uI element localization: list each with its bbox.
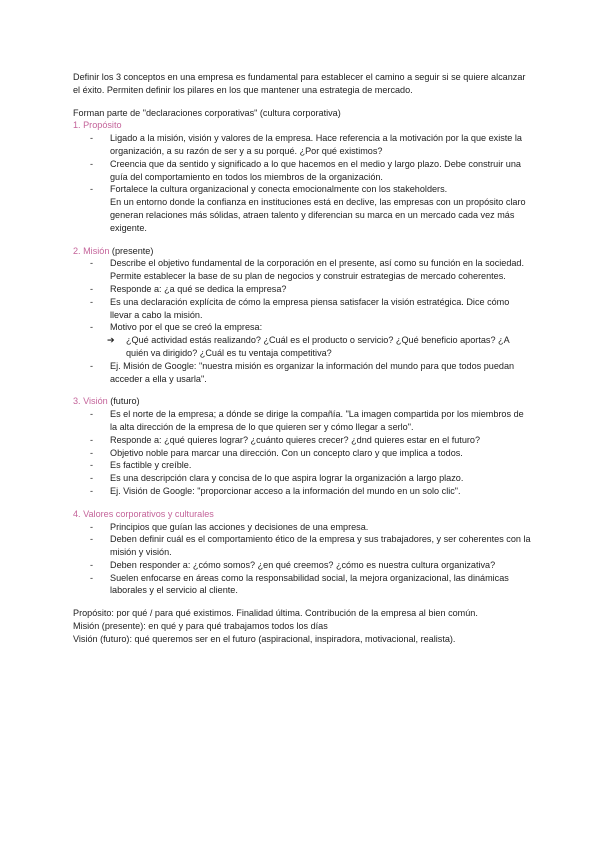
list-item: - Motivo por el que se creó la empresa: bbox=[73, 321, 533, 334]
list-item: - Deben definir cuál es el comportamiento ético de la empresa y sus trabajadores, y ser coherentes con la misión y visión. bbox=[73, 533, 533, 559]
list-item: - Fortalece la cultura organizacional y conecta emocionalmente con los stakeholders. En un entorno donde la confianza en instituciones está en declive, las empresas con un propósito claro generan relaciones más sólidas, atraen talento y diferencian su marca en un mercado cada vez más exigente. bbox=[73, 183, 533, 234]
list-item-continuation: En un entorno donde la confianza en instituciones está en declive, las empresas con un propósito claro generan relaciones más sólidas, atraen talento y diferencian su marca en un mercado cada vez más exigente. bbox=[110, 197, 526, 233]
bullet-list bbox=[73, 360, 533, 386]
summary-block bbox=[73, 607, 533, 645]
summary-line: Misión (presente): en qué y para qué trabajamos todos los días bbox=[73, 621, 328, 632]
list-item: - Principios que guían las acciones y decisiones de una empresa. bbox=[73, 521, 533, 534]
intro-paragraph: Definir los 3 conceptos en una empresa es fundamental para establecer el camino a seguir si se quiere alcanzar el éxito. Permiten definir los pilares en los que mantener una estrategia de mercado. bbox=[73, 72, 526, 95]
section-heading: 3. Visión (futuro) bbox=[73, 396, 140, 407]
arrow-right-icon: ➔ bbox=[107, 335, 115, 346]
list-item: - Ligado a la misión, visión y valores de la empresa. Hace referencia a la motivación por la que existe la organización, a su razón de ser y a su porqué. ¿Por qué existimos? bbox=[73, 132, 533, 158]
list-item: - Ej. Visión de Google: "proporcionar acceso a la información del mundo en un solo clic". bbox=[73, 485, 533, 498]
list-item: - Deben responder a: ¿cómo somos? ¿en qué creemos? ¿cómo es nuestra cultura organizativa? bbox=[73, 559, 533, 572]
bullet-list bbox=[73, 521, 533, 598]
list-item: - Responde a: ¿a qué se dedica la empresa? bbox=[73, 283, 533, 296]
list-item: - Ej. Misión de Google: "nuestra misión es organizar la información del mundo para que todos puedan acceder a ella y usarla". bbox=[73, 360, 533, 386]
section-heading: 4. Valores corporativos y culturales bbox=[73, 508, 214, 519]
section-heading: 2. Misión (presente) bbox=[73, 245, 154, 256]
sub-bullet-list bbox=[73, 334, 533, 360]
bullet-list bbox=[73, 132, 533, 234]
sub-list-item: ➔ ¿Qué actividad estás realizando? ¿Cuál es el producto o servicio? ¿Qué beneficio aportas? ¿A quién va dirigido? ¿Cuál es tu ventaja competitiva? bbox=[107, 335, 510, 358]
list-item: - Objetivo noble para marcar una dirección. Con un concepto claro y que implica a todos. bbox=[73, 447, 533, 460]
list-item: - Suelen enfocarse en áreas como la responsabilidad social, la mejora organizacional, las dinámicas laborales y el servicio al cliente. bbox=[73, 572, 533, 598]
list-item: - Responde a: ¿qué quieres lograr? ¿cuánto quieres crecer? ¿dnd quieres estar en el futuro? bbox=[73, 434, 533, 447]
intro-subtitle: Forman parte de "declaraciones corporativas" (cultura corporativa) bbox=[73, 107, 341, 118]
summary-line: Propósito: por qué / para qué existimos. Finalidad última. Contribución de la empresa al bien común. bbox=[73, 608, 478, 619]
list-item: - Creencia que da sentido y significado a lo que hacemos en el medio y largo plazo. Debe construir una guía del comportamiento en todos los miembros de la organización. bbox=[73, 158, 533, 184]
section-valores bbox=[73, 508, 533, 598]
list-item: - Es una descripción clara y concisa de lo que aspira lograr la organización a largo plazo. bbox=[73, 472, 533, 485]
list-item: - Describe el objetivo fundamental de la corporación en el presente, así como su función en la sociedad. Permite establecer la base de su plan de negocios y construir estrategias de mercado coherentes. bbox=[73, 257, 533, 283]
list-item: - Es factible y creíble. bbox=[73, 459, 533, 472]
list-item: - Es una declaración explícita de cómo la empresa piensa satisfacer la visión estratégica. Dice cómo llevar a cabo la misión. bbox=[73, 296, 533, 322]
section-mision bbox=[73, 245, 533, 386]
bullet-list bbox=[73, 257, 533, 334]
summary-line: Visión (futuro): qué queremos ser en el futuro (aspiracional, inspiradora, motivacional, realista). bbox=[73, 633, 456, 644]
document-body bbox=[73, 71, 533, 646]
bullet-list bbox=[73, 408, 533, 498]
section-vision bbox=[73, 395, 533, 497]
section-heading: 1. Propósito bbox=[73, 120, 122, 131]
section-proposito bbox=[73, 119, 533, 234]
list-item: - Es el norte de la empresa; a dónde se dirige la compañía. "La imagen compartida por los miembros de la alta dirección de la empresa de lo que quieren ser y cómo llegar a serlo". bbox=[73, 408, 533, 434]
